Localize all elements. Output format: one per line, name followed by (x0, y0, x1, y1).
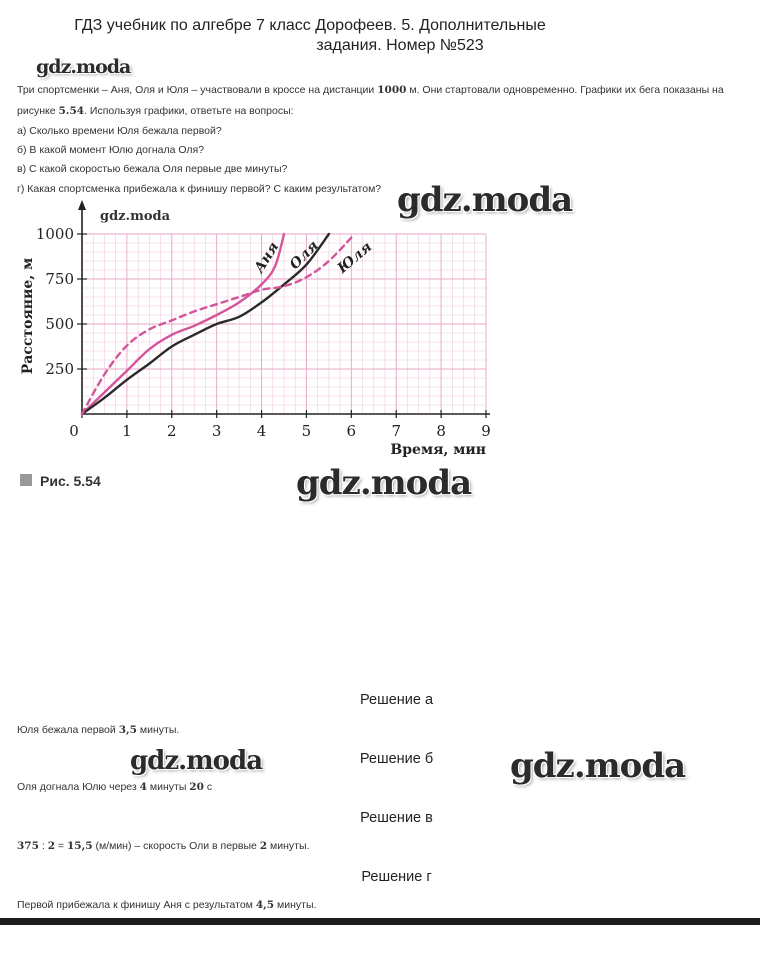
x-axis-label: Время, мин (390, 442, 486, 458)
x-tick-label: 9 (481, 422, 491, 440)
problem-intro: Три спортсменки – Аня, Оля и Юля – участвовали в кроссе на дистанции 1000 м. Они стартовали одновременно. Графики их бега показаны на рисунке 5.54. Используя графики, ответьте на вопросы: (17, 84, 724, 117)
page-bottom-bar (0, 918, 760, 925)
watermark-logo: gdz.moda (130, 746, 263, 776)
x-tick-label: 1 (122, 422, 132, 440)
solution-b-heading: Решение б (359, 751, 434, 767)
y-axis-arrow (78, 200, 86, 210)
question-b: б) В какой момент Юлю догнала Оля? (17, 144, 205, 156)
series-label: Юля (334, 239, 376, 277)
y-tick-label: 250 (45, 360, 74, 378)
solution-d-text: Первой прибежала к финишу Аня с результатом 4,5 минуты. (17, 899, 317, 911)
watermark-logo: gdz.moda (510, 746, 686, 786)
watermark-logo: gdz.moda (100, 209, 171, 224)
solution-c-heading: Решение в (360, 810, 433, 826)
x-tick-label: 7 (391, 422, 401, 440)
x-tick-label: 0 (69, 422, 79, 440)
page-title (0, 16, 760, 56)
distance-time-chart (14, 196, 514, 496)
solution-a-heading: Решение а (359, 692, 434, 708)
question-a: а) Сколько времени Юля бежала первой? (17, 125, 222, 137)
solution-a-text: Юля бежала первой 3,5 минуты. (17, 724, 180, 736)
y-tick-label: 1000 (35, 225, 74, 243)
watermark-logo: gdz.moda (36, 56, 131, 78)
y-tick-label: 500 (45, 315, 74, 333)
watermark-logo: gdz.moda (397, 180, 573, 220)
watermark-logo: gdz.moda (296, 463, 472, 503)
x-tick-label: 8 (436, 422, 446, 440)
page-title-line-1: ГДЗ учебник по алгебре 7 класс Дорофеев. 5. Дополнительные (74, 17, 546, 34)
question-d: г) Какая спортсменка прибежала к финишу первой? С каким результатом? (17, 183, 382, 195)
x-tick-label: 3 (211, 422, 222, 440)
y-tick-label: 750 (45, 270, 74, 288)
solution-d-heading: Решение г (361, 869, 432, 885)
y-axis-label: Расстояние, м (20, 257, 36, 375)
x-tick-label: 2 (167, 422, 177, 440)
x-tick-label: 6 (346, 422, 357, 440)
series-label: Аня (251, 239, 283, 276)
question-c: в) С какой скоростью бежала Оля первые две минуты? (17, 163, 288, 175)
x-tick-label: 5 (301, 422, 312, 440)
caption-marker (20, 474, 32, 486)
solution-b-text: Оля догнала Юлю через 4 минуты 20 с (17, 781, 213, 793)
page-title-line-2: задания. Номер №523 (316, 37, 484, 54)
figure-caption: Рис. 5.54 (40, 473, 101, 489)
solution-c-text: 375 : 2 = 15,5 (м/мин) – скорость Оли в первые 2 минуты. (17, 840, 310, 852)
x-tick-label: 4 (256, 422, 267, 440)
series-label: Оля (286, 237, 322, 273)
